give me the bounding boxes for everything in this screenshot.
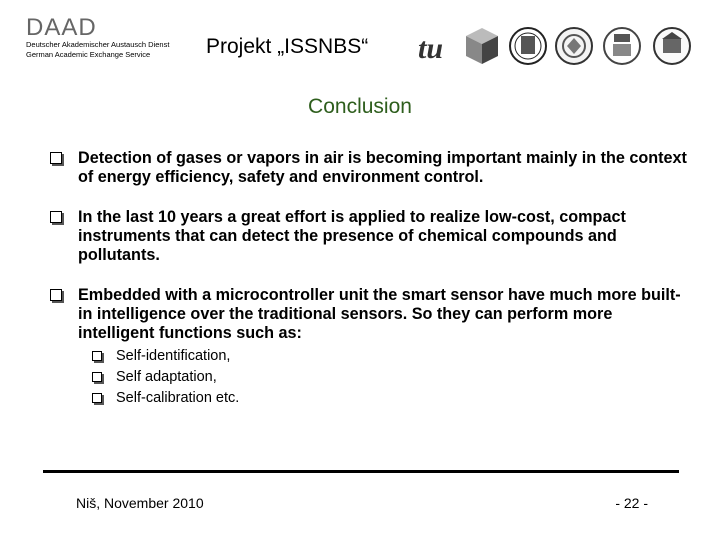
- project-title: Projekt „ISSNBS“: [206, 35, 369, 58]
- sub-bullet-list: [78, 346, 690, 409]
- checkbox-bullet-icon: [50, 152, 62, 164]
- bullet-text: In the last 10 years a great effort is applied to realize low-cost, compact instruments that can detect the presence of chemical compounds and pollutants.: [78, 208, 626, 264]
- university-crest-icon: [602, 24, 642, 68]
- checkbox-bullet-icon: [92, 351, 102, 361]
- partner-logos: [416, 24, 706, 68]
- university-crest-icon-2: [652, 24, 692, 68]
- university-seal-icon: [508, 24, 548, 68]
- slide-heading: Conclusion: [308, 95, 412, 118]
- daad-org-name-en: German Academic Exchange Service: [26, 50, 151, 59]
- page-number: - 22 -: [615, 495, 648, 511]
- daad-logo: DAAD: [26, 14, 97, 41]
- daad-org-name-de: Deutscher Akademischer Austausch Dienst: [26, 40, 170, 49]
- sub-bullet-text: Self adaptation,: [116, 369, 217, 385]
- checkbox-bullet-icon: [92, 393, 102, 403]
- cube-logo-icon: [462, 24, 502, 68]
- checkbox-bullet-icon: [50, 289, 62, 301]
- checkbox-bullet-icon: [50, 211, 62, 223]
- bullet-item: [50, 208, 690, 265]
- university-seal-icon-2: [554, 24, 594, 68]
- svg-text:tu: tu: [418, 32, 444, 65]
- bullet-item: [50, 286, 690, 409]
- bullet-text: Embedded with a microcontroller unit the smart sensor have much more built-in intelligence over the traditional sensors. So they can perform more intelligent functions such as:: [78, 286, 681, 342]
- bullet-text: Detection of gases or vapors in air is becoming important mainly in the context of energy efficiency, safety and environment control.: [78, 149, 687, 186]
- bullet-item: [50, 149, 690, 187]
- sub-bullet-item: [78, 367, 690, 388]
- tu-logo-icon: [416, 24, 460, 68]
- bullet-list: [50, 149, 690, 430]
- sub-bullet-text: Self-calibration etc.: [116, 390, 240, 406]
- daad-logo-block: [26, 16, 169, 60]
- sub-bullet-text: Self-identification,: [116, 348, 231, 364]
- footer-location-date: Niš, November 2010: [76, 495, 204, 511]
- sub-bullet-item: [78, 346, 690, 367]
- sub-bullet-item: [78, 388, 690, 409]
- checkbox-bullet-icon: [92, 372, 102, 382]
- footer-divider: [43, 470, 679, 473]
